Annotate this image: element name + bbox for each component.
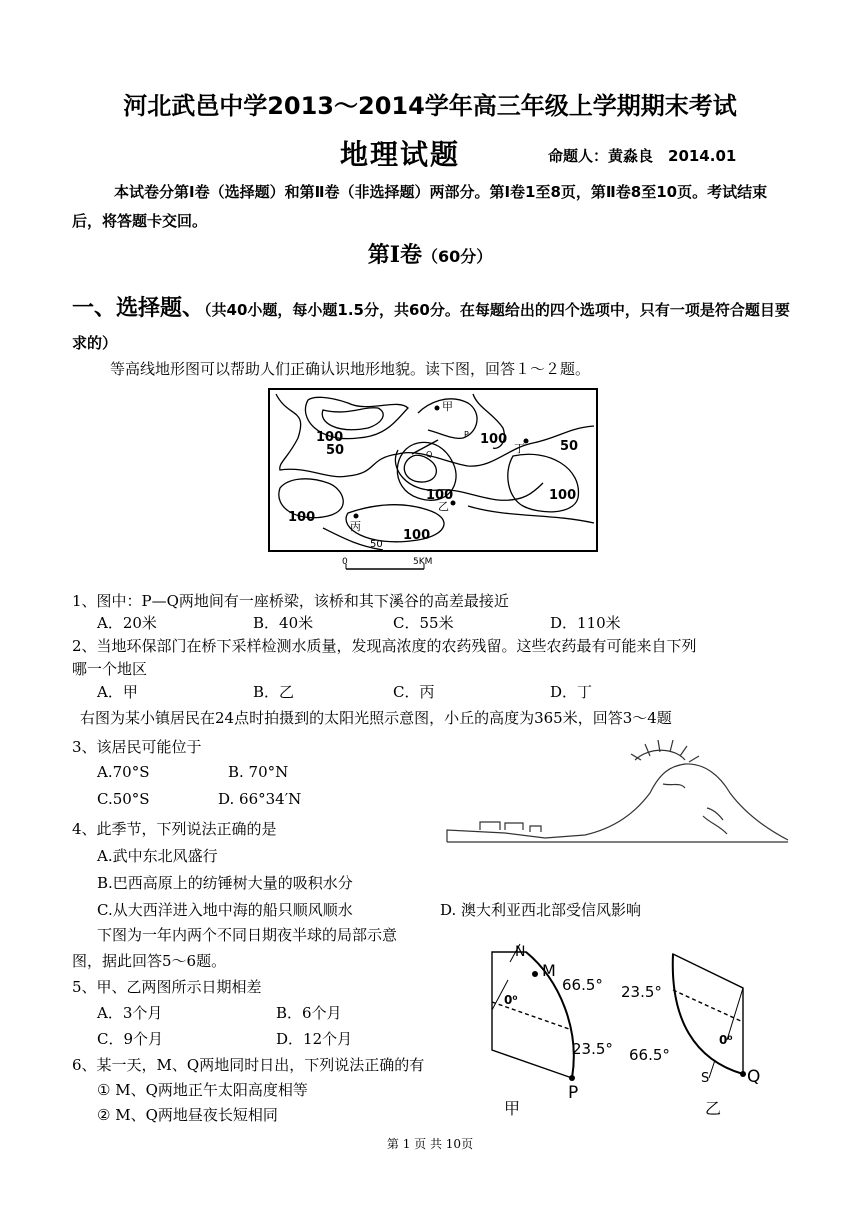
jia-label-m: M [542, 961, 556, 980]
question-4: 4、此季节，下列说法正确的是 [72, 820, 277, 838]
intro-paragraph: 本试卷分第Ⅰ卷（选择题）和第Ⅱ卷（非选择题）两部分。第Ⅰ卷1至8页，第Ⅱ卷8至10页。考试结束后，将答题卡交回。 [72, 183, 768, 230]
q3-option-a: A.70°S [97, 763, 150, 781]
jia-point-p [569, 1075, 575, 1081]
question-2-cont: 哪一个地区 [72, 660, 148, 678]
yi-point-q [740, 1071, 746, 1077]
jia-caption: 甲 [504, 1099, 521, 1118]
label-yi: 乙 [438, 500, 449, 513]
q2-option-a: A．甲 [97, 683, 138, 701]
q3-option-c: C.50°S [97, 790, 150, 808]
jia-label-eq: 0⁰ [504, 993, 518, 1007]
q5-option-a: A．3个月 [97, 1004, 163, 1022]
label-q: Q [426, 450, 433, 459]
q5-option-d: D．12个月 [276, 1030, 353, 1048]
figure-jia [480, 940, 615, 1120]
jia-outline [492, 952, 574, 1078]
author-line: 命题人：黄淼良 2014.01 [548, 147, 737, 165]
question-3: 3、该居民可能位于 [72, 738, 202, 756]
map-frame [269, 389, 597, 551]
contour-label: 100 [549, 488, 577, 503]
label-p: P [464, 430, 469, 439]
stem-1-2: 等高线地形图可以帮助人们正确认识地形地貌。读下图，回答１～２题。 [110, 360, 591, 378]
yi-label-eq: 0⁰ [719, 1033, 733, 1047]
exam-title: 河北武邑中学2013～2014学年高三年级上学期期末考试 [123, 92, 737, 120]
q5-option-c: C．9个月 [97, 1030, 164, 1048]
q1-option-c: C．55米 [393, 614, 454, 632]
contour-map [268, 388, 598, 572]
q5-option-b: B．6个月 [276, 1004, 342, 1022]
label-ding: 丁 [514, 442, 525, 455]
jia-point-m [532, 971, 538, 977]
q1-option-b: B．40米 [253, 614, 314, 632]
stem-5-6: 下图为一年内两个不同日期夜半球的局部示意 [97, 926, 398, 944]
subject-title: 地理试题 [340, 138, 461, 171]
figure-yi [615, 940, 780, 1120]
section-title: 一、选择题、 [72, 296, 205, 321]
q3-option-d: D. 66°34′N [218, 790, 302, 808]
page-footer: 第 1 页 共 10页 [386, 1137, 474, 1151]
part-title: 第Ⅰ卷 [367, 242, 422, 268]
q4-option-c: C.从大西洋进入地中海的船只顺风顺水 [97, 901, 353, 919]
q6-item-2: ② M、Q两地昼夜长短相同 [97, 1106, 278, 1124]
point-jia [435, 406, 440, 411]
yi-label-s: S [701, 1071, 710, 1086]
part-score: （60分） [422, 247, 493, 266]
stem-5-6-cont: 图，据此回答5～6题。 [72, 952, 227, 970]
contour-label: 100 [426, 488, 454, 503]
contour-label: 100 [316, 430, 344, 445]
q1-option-d: D．110米 [550, 614, 621, 632]
q2-option-c: C．丙 [393, 683, 435, 701]
yi-label-q: Q [747, 1067, 761, 1087]
contour-label: 100 [480, 432, 508, 447]
contour-label: 50 [560, 439, 579, 454]
q2-option-d: D．丁 [550, 683, 593, 701]
q1-option-a: A．20米 [97, 614, 157, 632]
yi-label-lat2: 66.5° [629, 1046, 670, 1064]
yi-caption: 乙 [705, 1099, 722, 1118]
section-desc: （共40小题，每小题1.5分，共60分。在每题给出的四个选项中，只有一项是符合题目要求的） [72, 301, 790, 352]
scale-end: 5KM [413, 557, 433, 567]
scale-bar [342, 557, 432, 569]
q4-option-a: A.武中东北风盛行 [97, 847, 218, 865]
question-1: 1、图中：P—Q两地间有一座桥梁，该桥和其下溪谷的高差最接近 [72, 592, 509, 610]
question-5: 5、甲、乙两图所示日期相差 [72, 978, 262, 996]
contour-label: 100 [403, 528, 431, 543]
yi-label-lat1: 23.5° [621, 983, 662, 1001]
point-bing [354, 514, 359, 519]
section-heading [72, 292, 797, 360]
scale-start: 0 [342, 557, 348, 567]
yi-equator [673, 990, 743, 1022]
jia-label-n: N [515, 944, 526, 960]
q6-item-1: ① M、Q两地正午太阳高度相等 [97, 1081, 308, 1099]
jia-label-lat1: 66.5° [562, 976, 603, 994]
q4-option-d: D. 澳大利亚西北部受信风影响 [440, 901, 642, 919]
contour-label: 100 [288, 510, 316, 525]
part-heading [0, 238, 860, 269]
question-6: 6、某一天，M、Q两地同时日出，下列说法正确的有 [72, 1056, 425, 1074]
jia-label-lat2: 23.5° [572, 1040, 613, 1058]
contour-label: 50 [326, 443, 345, 458]
jia-label-p: P [568, 1083, 579, 1103]
stem-3-4: 右图为某小镇居民在24点时拍摄到的太阳光照示意图，小丘的高度为365米，回答3～4题 [80, 709, 672, 727]
q2-option-b: B．乙 [253, 683, 295, 701]
q3-option-b: B. 70°N [228, 763, 289, 781]
q4-option-b: B.巴西高原上的纺锤树大量的吸积水分 [97, 874, 353, 892]
question-2: 2、当地环保部门在桥下采样检测水质量，发现高浓度的农药残留。这些农药最有可能来自下列 [72, 637, 697, 655]
contour-label: 50 [370, 539, 383, 550]
label-jia: 甲 [442, 400, 453, 413]
midnight-sun-figure [445, 738, 790, 848]
label-bing: 丙 [350, 520, 361, 533]
